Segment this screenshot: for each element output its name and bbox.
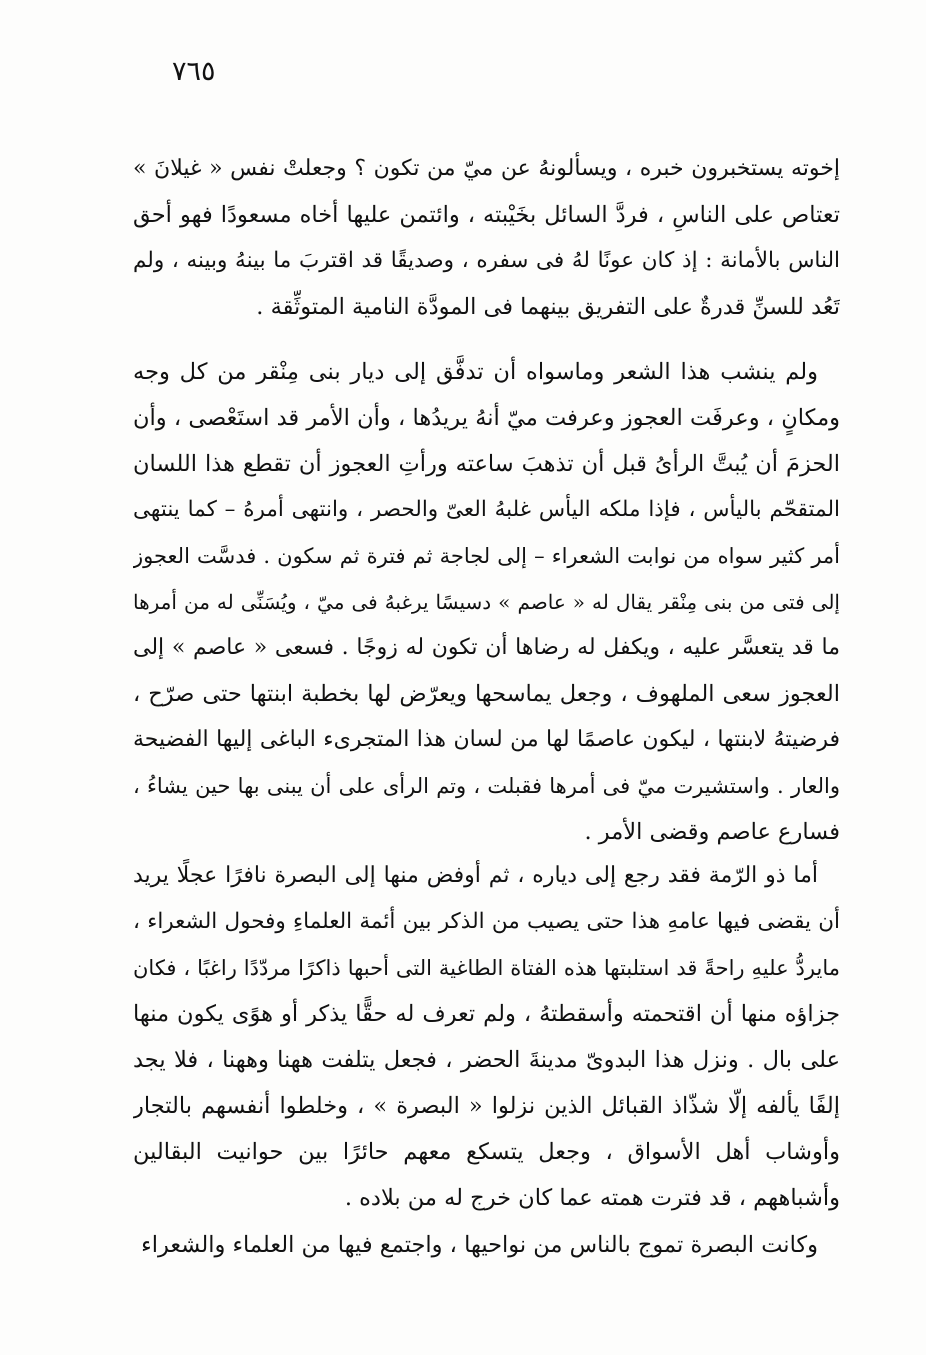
- text-line: أما ذو الرّمة فقد رجع إلى دياره ، ثم أوفض منها إلى البصرة نافرًا عجلًا يريد: [133, 863, 818, 888]
- page-number: ٧٦٥: [172, 56, 216, 87]
- text-line: على بال . ونزل هذا البدوىّ مدينةَ الحضر ، فجعل يتلفت ههنا وههنا ، فلا يجد: [133, 1047, 840, 1073]
- text-line: ومكانٍ ، وعرفَت العجوز وعرفت ميّ أنهُ يريدُها ، وأن الأمر قد استَعْصى ، وأن: [133, 405, 840, 431]
- text-line: المتقحّم باليأس ، فإذا ملكه اليأس غلبهُ العىّ والحصر ، وانتهى أمرهُ – كما ينتهى: [133, 497, 840, 522]
- text-line: جزاؤه منها أن اقتحمته وأسقطتهُ ، ولم تعرف له حقًّا يذكر أو هوًى يكون منها: [133, 1001, 840, 1027]
- text-line: والعار . واستشيرت ميّ فى أمرها فقبلت ، وتم الرأى على أن يبنى بها حين يشاءُ ،: [133, 774, 840, 798]
- text-line: الناس بالأمانة : إذ كان عونًا لهُ فى سفره ، وصديقًا قد اقتربَ ما بينهُ وبينه ، ولم: [133, 248, 840, 273]
- text-line: أمر كثير سواه من نوابت الشعراء – إلى لجاجة ثم فترة ثم سكون . فدسَّت العجوز: [133, 544, 840, 568]
- text-line: إلفًا يألفه إلّا شذّاذ القبائل الذين نزلوا « البصرة » ، وخلطوا أنفسهم بالتجار: [133, 1093, 840, 1119]
- text-line: إلى فتى من بنى مِنْقر يقال له « عاصم » دسيسًا يرغبهُ فى ميّ ، ويُسَنِّى له من أمرها: [133, 590, 840, 614]
- text-line: مايردُّ عليهِ راحةً قد استلبتها هذه الفتاة الطاغية التى أحبها ذاكرًا مردّدًا راغبًا ، فكان: [133, 956, 840, 980]
- paragraph-1: [133, 146, 840, 330]
- paragraph-2: [133, 349, 840, 855]
- text-line: العجوز سعى الملهوف ، وجعل يماسحها ويعرّض لها بخطبة ابنتها حتى صرّح ،: [133, 681, 840, 707]
- text-line: ما قد يتعسَّر عليه ، ويكفل له رضاها أن تكون له زوجًا . فسعى « عاصم » إلى: [133, 635, 840, 660]
- text-line: تعتاص على الناسِ ، فردَّ السائل بخَيْبته ، وائتمن عليها أخاه مسعودًا فهو أحق: [133, 202, 840, 228]
- paragraph-4: [133, 1222, 840, 1268]
- text-line: إخوته يستخبرون خبره ، ويسألونهُ عن ميّ من تكون ؟ وجعلتْ نفس « غيلانَ »: [133, 156, 840, 181]
- text-line: وأوشاب أهل الأسواق ، وجعل يتسكع معهم حائرًا بين حوانيت البقالين: [133, 1139, 840, 1165]
- text-line: وكانت البصرة تموج بالناس من نواحيها ، واجتمع فيها من العلماء والشعراء: [141, 1232, 818, 1258]
- text-line: أن يقضى فيها عامهِ هذا حتى يصيب من الذكر بين أئمة العلماءِ وفحول الشعراء ،: [133, 909, 840, 934]
- text-line: ولم ينشب هذا الشعر وماسواه أن تدفَّق إلى ديار بنى مِنْقر من كل وجه: [133, 359, 818, 385]
- text-line: الحزمَ أن يُبتَّ الرأىُ قبل أن تذهبَ ساعته ورأتِ العجوز أن تقطع هذا اللسان: [133, 451, 840, 477]
- text-line: وأشباههم ، قد فترت همته عما كان خرج له من بلاده .: [344, 1185, 840, 1211]
- text-line: تَعُد للسنِّ قدرةٌ على التفريق بينهما فى المودَّة النامية المتوثِّقة .: [256, 294, 840, 320]
- text-line: فسارع عاصم وقضى الأمر .: [584, 819, 840, 845]
- paragraph-3: [133, 853, 840, 1221]
- text-line: فرضيتهُ لابنتها ، ليكون عاصمًا لها من لسان هذا المتجرىء الباغى إليها الفضيحة: [133, 727, 840, 752]
